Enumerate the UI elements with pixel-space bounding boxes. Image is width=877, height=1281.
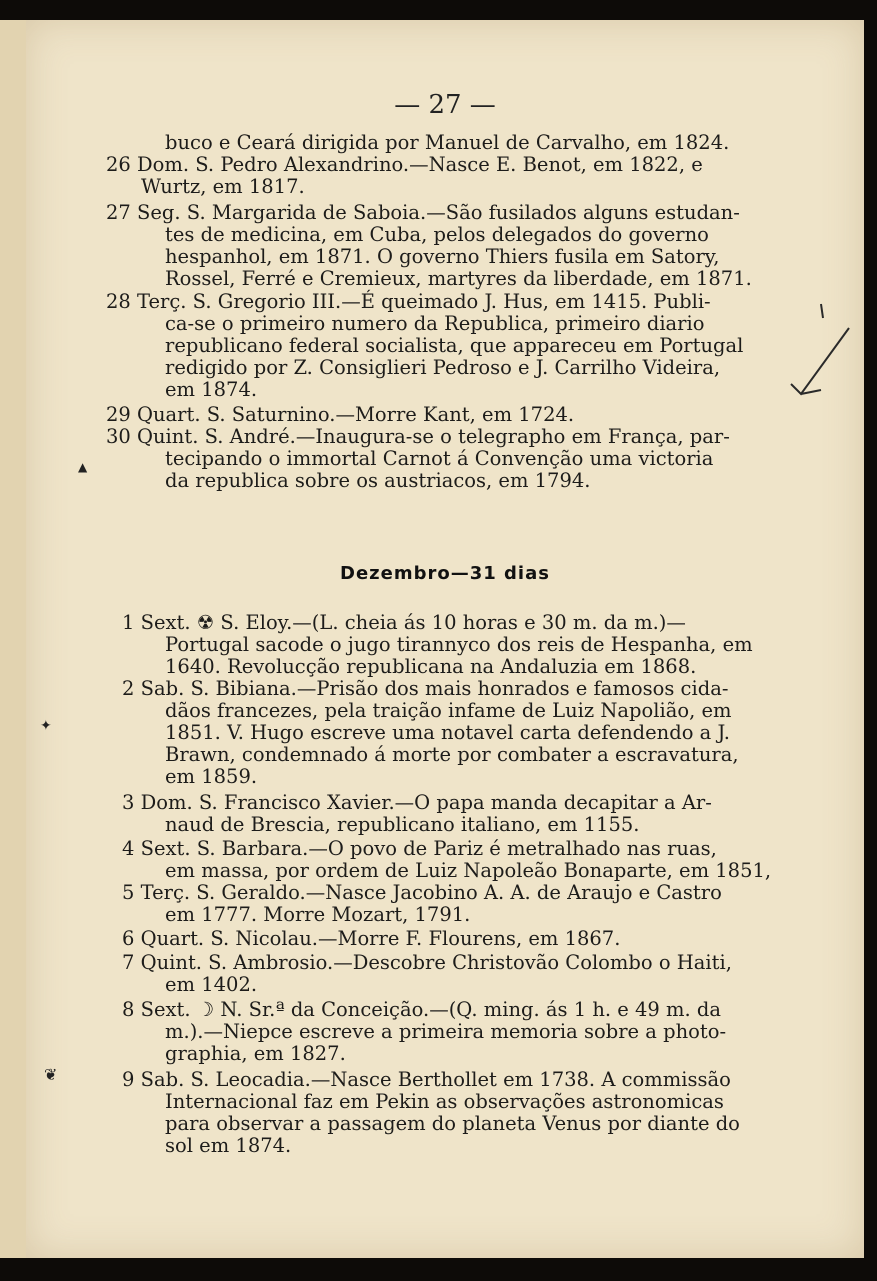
text-line: 28 Terç. S. Gregorio III.—É queimado J. Hus, em 1415. Publi- bbox=[106, 290, 711, 313]
text-line: da republica sobre os austriacos, em 1794. bbox=[165, 469, 591, 492]
marginal-mark: ❦ bbox=[44, 1065, 58, 1084]
text-line: dãos francezes, pela traição infame de Luiz Napolião, em bbox=[165, 699, 732, 722]
text-line: Wurtz, em 1817. bbox=[141, 175, 305, 198]
text-line: 27 Seg. S. Margarida de Saboia.—São fusilados alguns estudan- bbox=[106, 201, 740, 224]
text-line: hespanhol, em 1871. O governo Thiers fusila em Satory, bbox=[165, 245, 720, 268]
text-line: 5 Terç. S. Geraldo.—Nasce Jacobino A. A. de Araujo e Castro bbox=[122, 881, 722, 904]
text-line: 1 Sext. ☢ S. Eloy.—(L. cheia ás 10 horas e 30 m. da m.)— bbox=[122, 611, 686, 634]
text-line: Internacional faz em Pekin as observações astronomicas bbox=[165, 1090, 724, 1113]
text-line: republicano federal socialista, que appareceu em Portugal bbox=[165, 334, 744, 357]
text-line: em massa, por ordem de Luiz Napoleão Bonaparte, em 1851, bbox=[165, 859, 772, 882]
text-line: 1851. V. Hugo escreve uma notavel carta defendendo a J. bbox=[165, 721, 730, 744]
text-line: 9 Sab. S. Leocadia.—Nasce Berthollet em 1738. A commissão bbox=[122, 1068, 731, 1091]
text-line: naud de Brescia, republicano italiano, em 1155. bbox=[165, 813, 640, 836]
text-line: 3 Dom. S. Francisco Xavier.—O papa manda decapitar a Ar- bbox=[122, 791, 712, 814]
text-line: 6 Quart. S. Nicolau.—Morre F. Flourens, em 1867. bbox=[122, 927, 621, 950]
text-line: Rossel, Ferré e Cremieux, martyres da liberdade, em 1871. bbox=[165, 267, 752, 290]
text-line: Portugal sacode o jugo tirannyco dos reis de Hespanha, em bbox=[165, 633, 753, 656]
november-entries bbox=[26, 132, 864, 492]
text-line: graphia, em 1827. bbox=[165, 1042, 346, 1065]
page-left-edge bbox=[0, 20, 28, 1258]
document-page bbox=[26, 20, 864, 1258]
text-line: em 1859. bbox=[165, 765, 258, 788]
text-line: 7 Quint. S. Ambrosio.—Descobre Christovão Colombo o Haiti, bbox=[122, 951, 732, 974]
text-line: m.).—Niepce escreve a primeira memoria sobre a photo- bbox=[165, 1020, 727, 1043]
text-line: 30 Quint. S. André.—Inaugura-se o telegrapho em França, par- bbox=[106, 425, 730, 448]
text-line: Brawn, condemnado á morte por combater a escravatura, bbox=[165, 743, 739, 766]
text-line: 29 Quart. S. Saturnino.—Morre Kant, em 1724. bbox=[106, 403, 575, 426]
text-line: em 1777. Morre Mozart, 1791. bbox=[165, 903, 471, 926]
marginal-mark: ✦ bbox=[40, 718, 52, 734]
text-line: sol em 1874. bbox=[165, 1134, 292, 1157]
december-entries bbox=[26, 612, 864, 1157]
text-line: redigido por Z. Consiglieri Pedroso e J. Carrilho Videira, bbox=[165, 356, 721, 379]
text-line: tes de medicina, em Cuba, pelos delegados do governo bbox=[165, 223, 709, 246]
month-heading: Dezembro—31 dias bbox=[340, 563, 550, 584]
text-line: em 1402. bbox=[165, 973, 258, 996]
text-line: 2 Sab. S. Bibiana.—Prisão dos mais honrados e famosos cida- bbox=[122, 677, 729, 700]
marginal-mark: ▲ bbox=[78, 460, 88, 474]
text-line: 8 Sext. ☽ N. Sr.ª da Conceição.—(Q. ming. ás 1 h. e 49 m. da bbox=[122, 998, 722, 1021]
handwritten-check-mark bbox=[781, 298, 851, 408]
page-number: — 27 — bbox=[394, 90, 496, 120]
text-line: 26 Dom. S. Pedro Alexandrino.—Nasce E. Benot, em 1822, e bbox=[106, 153, 703, 176]
text-line: tecipando o immortal Carnot á Convenção uma victoria bbox=[165, 447, 714, 470]
text-line: em 1874. bbox=[165, 378, 258, 401]
text-line: 1640. Revolucção republicana na Andaluzia em 1868. bbox=[165, 655, 697, 678]
text-line: para observar a passagem do planeta Venus por diante do bbox=[165, 1112, 740, 1135]
text-line: buco e Ceará dirigida por Manuel de Carvalho, em 1824. bbox=[165, 131, 730, 154]
text-line: ca-se o primeiro numero da Republica, primeiro diario bbox=[165, 312, 705, 335]
text-line: 4 Sext. S. Barbara.—O povo de Pariz é metralhado nas ruas, bbox=[122, 837, 717, 860]
